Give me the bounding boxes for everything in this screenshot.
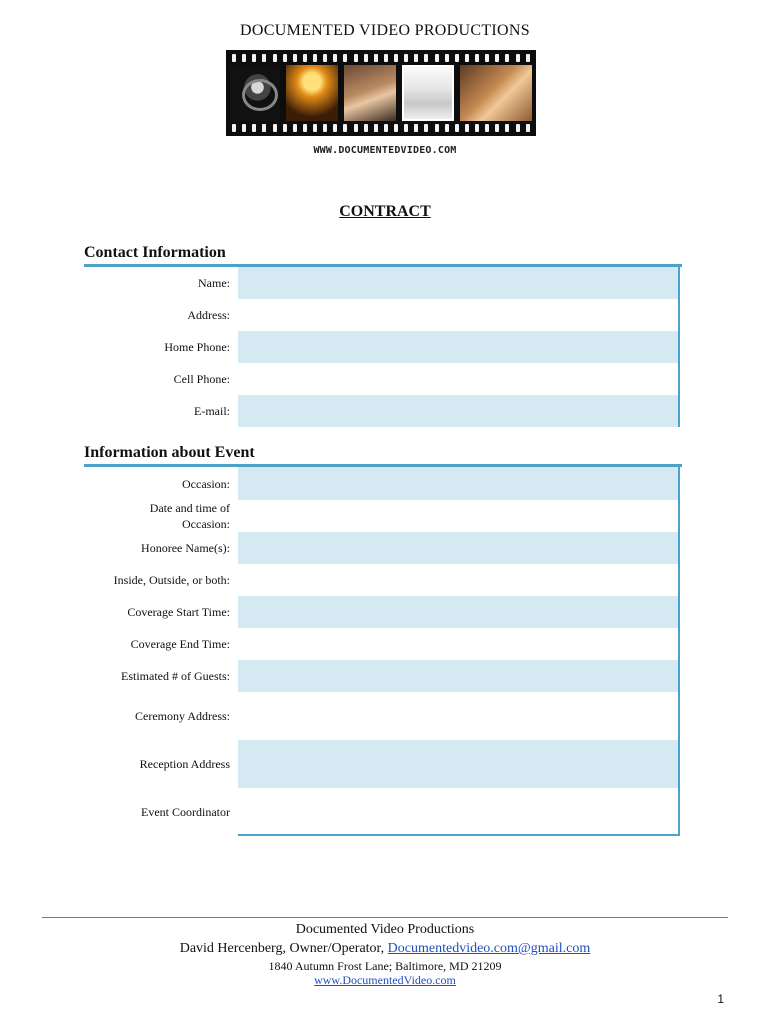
table-row: [84, 532, 680, 564]
footer-address: 1840 Autumn Frost Lane; Baltimore, MD 21209: [268, 959, 502, 973]
coverage-end-label: Coverage End Time:: [130, 637, 230, 651]
reception-address-label: Reception Address: [139, 757, 230, 771]
table-row: [84, 500, 680, 532]
film-perforations-top: [232, 54, 530, 62]
table-row: [84, 564, 680, 596]
email-label: E-mail:: [194, 404, 230, 418]
home-phone-field[interactable]: [238, 331, 678, 363]
table-row: [84, 467, 680, 500]
footer-company: Documented Video Productions: [295, 922, 475, 937]
date-time-label-line1: Date and time of: [149, 501, 230, 515]
event-info-table: [84, 467, 680, 836]
footer-website-link[interactable]: www.DocumentedVideo.com: [314, 973, 456, 987]
table-row: [84, 299, 680, 331]
table-row: [84, 788, 680, 836]
contract-title: CONTRACT: [339, 203, 431, 220]
email-field[interactable]: [238, 395, 678, 427]
table-row: [84, 628, 680, 660]
address-field[interactable]: [238, 299, 678, 331]
footer-website-line: [0, 973, 770, 988]
date-time-field[interactable]: [238, 500, 678, 532]
ceremony-address-label: Ceremony Address:: [135, 709, 230, 723]
occasion-label: Occasion:: [182, 476, 230, 491]
table-row: [84, 267, 680, 299]
cell-phone-field[interactable]: [238, 363, 678, 395]
guests-label: Estimated # of Guests:: [121, 669, 230, 683]
building-photo: [402, 65, 454, 121]
table-row: [84, 331, 680, 363]
logo-url: WWW.DOCUMENTEDVIDEO.COM: [313, 145, 457, 156]
event-section-title: Information about Event: [84, 444, 255, 461]
name-label: Name:: [198, 276, 230, 290]
event-coordinator-field[interactable]: [238, 788, 678, 834]
footer-email-link[interactable]: Documentedvideo.com@gmail.com: [387, 941, 591, 956]
film-strip-logo: [226, 50, 536, 136]
concert-photo: [286, 65, 338, 121]
cell-phone-label: Cell Phone:: [173, 372, 230, 386]
company-name: DOCUMENTED VIDEO PRODUCTIONS: [240, 22, 530, 39]
honoree-names-field[interactable]: [238, 532, 678, 564]
table-row: [84, 692, 680, 740]
coverage-start-label: Coverage Start Time:: [127, 605, 230, 619]
table-row: [84, 363, 680, 395]
name-field[interactable]: [238, 267, 678, 299]
inside-outside-label: Inside, Outside, or both:: [113, 573, 230, 587]
inside-outside-field[interactable]: [238, 564, 678, 596]
contact-section-title: Contact Information: [84, 244, 226, 261]
handshake-photo: [460, 65, 532, 121]
camera-photo: [230, 65, 280, 121]
table-row: [84, 596, 680, 628]
table-row: [84, 660, 680, 692]
date-time-label-line2: Occasion:: [182, 517, 230, 531]
home-phone-label: Home Phone:: [164, 340, 230, 354]
coverage-end-field[interactable]: [238, 628, 678, 660]
film-perforations-bottom: [232, 124, 530, 132]
ceremony-address-field[interactable]: [238, 692, 678, 740]
coverage-start-field[interactable]: [238, 596, 678, 628]
footer-owner: David Hercenberg, Owner/Operator,: [179, 941, 388, 956]
date-time-label: [84, 500, 238, 532]
honoree-names-label: Honoree Name(s):: [141, 541, 230, 555]
event-coordinator-label: Event Coordinator: [141, 805, 230, 819]
footer-divider: [42, 917, 728, 918]
contact-info-table: [84, 267, 680, 427]
reception-address-field[interactable]: [238, 740, 678, 788]
address-label: Address:: [187, 308, 230, 322]
page-number: 1: [717, 992, 724, 1006]
guests-field[interactable]: [238, 660, 678, 692]
table-row: [84, 395, 680, 427]
toast-photo: [344, 65, 396, 121]
footer-owner-line: [0, 941, 770, 957]
table-row: [84, 740, 680, 788]
occasion-field[interactable]: [238, 467, 678, 500]
